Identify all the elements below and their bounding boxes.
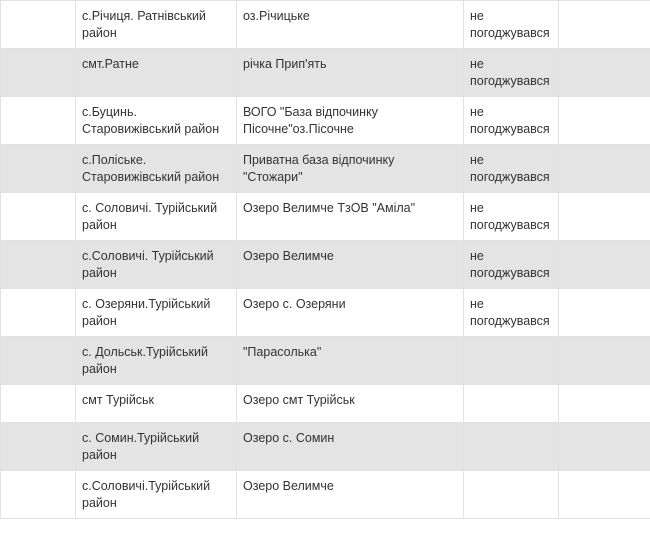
extra-cell: [559, 49, 650, 97]
status-cell: не погоджувався: [464, 193, 559, 241]
row-number-cell: [1, 1, 76, 49]
row-number-cell: [1, 385, 76, 423]
status-cell: [464, 471, 559, 519]
table-row: [1, 193, 650, 241]
status-cell: [464, 385, 559, 423]
location-cell: смт.Ратне: [76, 49, 237, 97]
extra-cell: [559, 471, 650, 519]
extra-cell: [559, 423, 650, 471]
table-row: [1, 1, 650, 49]
row-number-cell: [1, 337, 76, 385]
extra-cell: [559, 241, 650, 289]
row-number-cell: [1, 49, 76, 97]
location-cell: смт Турійськ: [76, 385, 237, 423]
row-number-cell: [1, 423, 76, 471]
object-cell: Приватна база відпочинку "Стожари": [237, 145, 464, 193]
location-cell: с.Буцинь. Старовижівський район: [76, 97, 237, 145]
row-number-cell: [1, 97, 76, 145]
table-row: [1, 471, 650, 519]
object-cell: річка Прип'ять: [237, 49, 464, 97]
extra-cell: [559, 385, 650, 423]
object-cell: Озеро Велимче ТзОВ "Аміла": [237, 193, 464, 241]
status-cell: не погоджувався: [464, 145, 559, 193]
status-cell: [464, 337, 559, 385]
location-cell: с. Озеряни.Турійський район: [76, 289, 237, 337]
object-cell: Озеро Велимче: [237, 241, 464, 289]
extra-cell: [559, 1, 650, 49]
location-cell: с. Соловичі. Турійський район: [76, 193, 237, 241]
location-cell: с.Соловичі. Турійський район: [76, 241, 237, 289]
location-cell: с.Річиця. Ратнівський район: [76, 1, 237, 49]
location-cell: с. Дольськ.Турійський район: [76, 337, 237, 385]
status-cell: не погоджувався: [464, 97, 559, 145]
status-cell: не погоджувався: [464, 241, 559, 289]
status-cell: [464, 423, 559, 471]
row-number-cell: [1, 193, 76, 241]
status-cell: не погоджувався: [464, 49, 559, 97]
object-cell: Озеро с. Озеряни: [237, 289, 464, 337]
object-cell: Озеро смт Турійськ: [237, 385, 464, 423]
extra-cell: [559, 145, 650, 193]
table-row: [1, 385, 650, 423]
table-row: [1, 49, 650, 97]
object-cell: ВОГО "База відпочинку Пісочне"оз.Пісочне: [237, 97, 464, 145]
object-cell: "Парасолька": [237, 337, 464, 385]
extra-cell: [559, 97, 650, 145]
object-cell: Озеро Велимче: [237, 471, 464, 519]
extra-cell: [559, 337, 650, 385]
row-number-cell: [1, 471, 76, 519]
extra-cell: [559, 289, 650, 337]
row-number-cell: [1, 289, 76, 337]
status-cell: не погоджувався: [464, 1, 559, 49]
table-row: [1, 241, 650, 289]
table-row: [1, 423, 650, 471]
row-number-cell: [1, 145, 76, 193]
location-cell: с.Соловичі.Турійський район: [76, 471, 237, 519]
location-cell: с. Сомин.Турійський район: [76, 423, 237, 471]
table-row: [1, 289, 650, 337]
table-row: [1, 337, 650, 385]
table-row: [1, 97, 650, 145]
location-cell: с.Поліське. Старовижівський район: [76, 145, 237, 193]
status-cell: не погоджувався: [464, 289, 559, 337]
table-body: [1, 1, 650, 519]
object-cell: оз.Річицьке: [237, 1, 464, 49]
table-row: [1, 145, 650, 193]
object-cell: Озеро с. Сомин: [237, 423, 464, 471]
row-number-cell: [1, 241, 76, 289]
extra-cell: [559, 193, 650, 241]
